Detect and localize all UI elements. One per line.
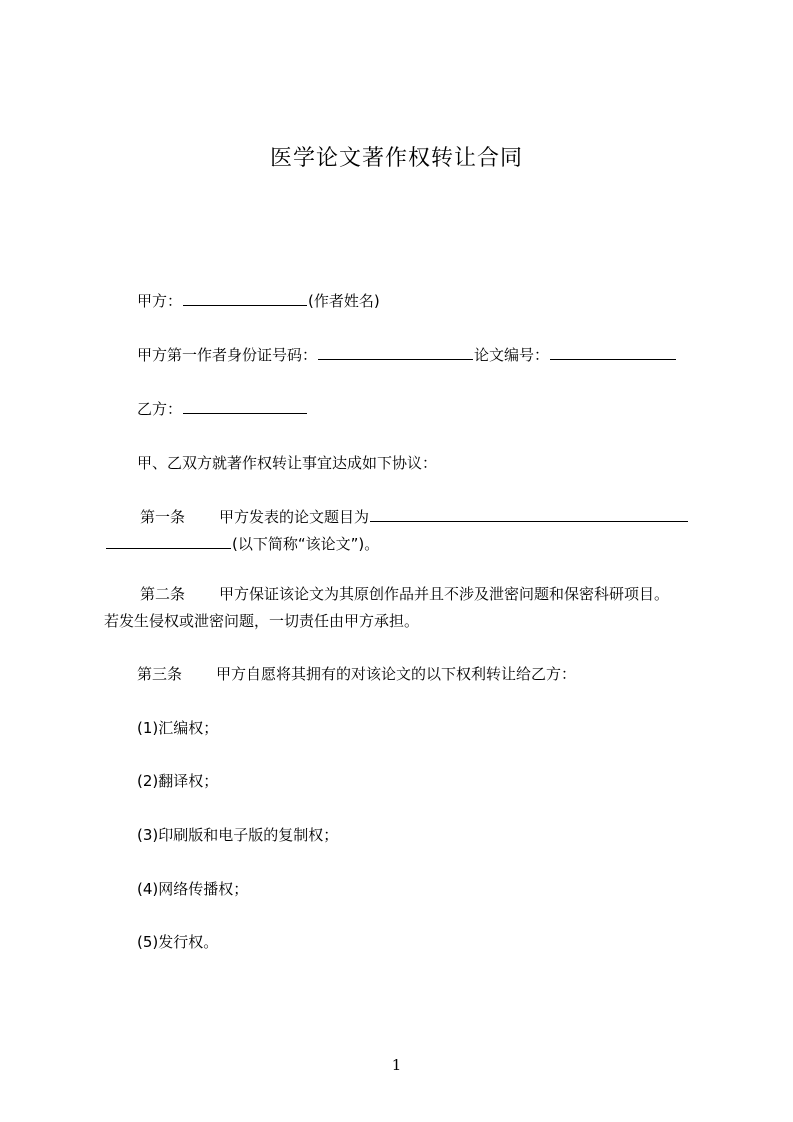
- page-number: 1: [391, 1056, 402, 1074]
- paper-title-field[interactable]: [370, 507, 688, 522]
- right-item-5: (5)发行权。: [137, 933, 219, 951]
- id-number-field[interactable]: [318, 345, 473, 360]
- article2-heading: 第二条: [140, 585, 186, 603]
- id-line: [137, 345, 677, 365]
- article1-text: 甲方发表的论文题目为: [219, 508, 370, 526]
- paper-number-label: 论文编号：: [474, 346, 550, 364]
- document-title: 医学论文著作权转让合同: [269, 146, 523, 171]
- party-a-line: [137, 291, 380, 311]
- right-item-2: (2)翻译权；: [137, 772, 219, 790]
- party-a-note: (作者姓名): [308, 292, 380, 310]
- party-a-label: 甲方：: [137, 292, 183, 310]
- article1-continuation: (以下简称“该论文”)。: [232, 535, 380, 553]
- party-a-name-field[interactable]: [183, 291, 307, 306]
- article2-text: 甲方保证该论文为其原创作品并且不涉及泄密问题和保密科研项目。: [219, 585, 670, 603]
- article2-line: [140, 584, 669, 604]
- article3-text: 甲方自愿将其拥有的对该论文的以下权利转让给乙方：: [216, 665, 577, 683]
- party-b-name-field[interactable]: [183, 399, 307, 414]
- article1-heading: 第一条: [140, 508, 186, 526]
- paper-title-field-continued[interactable]: [106, 534, 231, 549]
- article3-heading: 第三条: [137, 665, 183, 683]
- right-item-4: (4)网络传播权；: [137, 880, 249, 898]
- right-item-3: (3)印刷版和电子版的复制权；: [137, 826, 339, 844]
- article3-line: [137, 664, 576, 684]
- right-item-1: (1)汇编权；: [137, 719, 219, 737]
- party-b-line: [137, 399, 308, 419]
- paper-number-field[interactable]: [550, 345, 676, 360]
- article1-continuation-line: [105, 534, 379, 554]
- party-b-label: 乙方：: [137, 400, 183, 418]
- article2-continuation: 若发生侵权或泄密问题，一切责任由甲方承担。: [104, 612, 420, 630]
- article1-line: [140, 507, 689, 527]
- id-number-label: 甲方第一作者身份证号码：: [137, 346, 318, 364]
- intro-text: 甲、乙双方就著作权转让事宜达成如下协议：: [137, 454, 438, 472]
